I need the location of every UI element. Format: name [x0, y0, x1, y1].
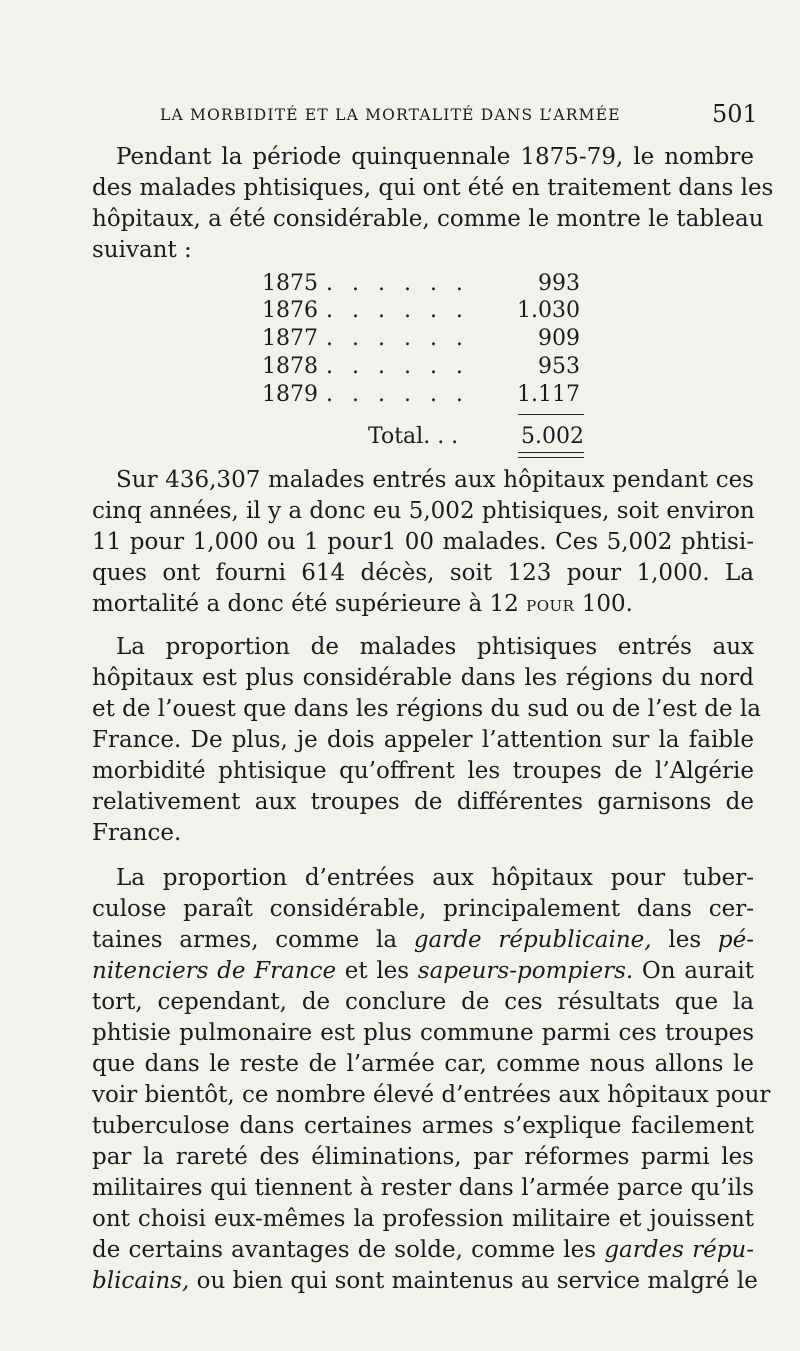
table-value: 993 [538, 271, 580, 296]
table-total-value: 5.002 [521, 424, 584, 449]
text-line: France. [92, 820, 182, 846]
table-year: 1875 [262, 271, 318, 296]
text-line: cinq années, il y a donc eu 5,002 phtisiques, soit environ [92, 498, 755, 524]
italic-fragment: pé- [717, 927, 755, 953]
text-line: hôpitaux est plus considérable dans les régions du nord [92, 665, 754, 691]
text-line: des malades phtisiques, qui ont été en traitement dans les [92, 175, 774, 201]
italic-fragment: garde républicaine, [413, 927, 652, 953]
text-line: relativement aux troupes de différentes garnisons de [92, 789, 754, 815]
text-line: Sur 436,307 malades entrés aux hôpitaux pendant ces [116, 467, 754, 493]
table-row [262, 270, 592, 298]
text-fragment: et les [344, 958, 410, 984]
text-fragment: les [668, 927, 702, 953]
table-sum-rule [518, 414, 584, 415]
text-line: par la rareté des éliminations, par réformes parmi les [92, 1144, 754, 1170]
text-fragment: taines armes, comme la [92, 927, 398, 953]
text-line: morbidité phtisique qu’offrent les troupes de l’Algérie [92, 758, 754, 784]
text-line [92, 924, 754, 956]
page-number: 501 [712, 100, 758, 128]
text-fragment: 100. [581, 591, 633, 617]
text-line [92, 955, 754, 987]
italic-fragment: gardes répu- [604, 1237, 755, 1263]
text-fragment: ou bien qui sont maintenus au service malgré le [196, 1268, 758, 1294]
table-value: 1.117 [517, 382, 580, 407]
text-fragment: de certains avantages de solde, comme les [92, 1237, 597, 1263]
table-double-rule [518, 452, 584, 458]
small-caps-fragment: POUR [526, 597, 575, 615]
table-leader-dots: . . . . . . [326, 326, 469, 351]
table-total-label: Total. . . [368, 424, 459, 449]
text-line [92, 1265, 758, 1297]
page-header [0, 100, 800, 133]
text-line: La proportion d’entrées aux hôpitaux pour tuber- [116, 865, 754, 891]
text-line: et de l’ouest que dans les régions du sud ou de l’est de la [92, 696, 761, 722]
table-leader-dots: . . . . . . [326, 382, 469, 407]
text-line: suivant : [92, 237, 192, 263]
text-line: ques ont fourni 614 décès, soit 123 pour 1,000. La [92, 560, 754, 586]
table-value: 953 [538, 354, 580, 379]
text-fragment: mortalité a donc été supérieure à 12 [92, 591, 519, 617]
table-year: 1879 [262, 382, 318, 407]
text-line: tuberculose dans certaines armes s’explique facilement [92, 1113, 754, 1139]
text-line: militaires qui tiennent à rester dans l’armée parce qu’ils [92, 1175, 754, 1201]
table-row [262, 297, 592, 325]
text-line: tort, cependant, de conclure de ces résultats que la [92, 989, 754, 1015]
table-year: 1877 [262, 326, 318, 351]
text-line: Pendant la période quinquennale 1875-79, le nombre [116, 144, 754, 170]
italic-fragment: nitenciers de France [92, 958, 337, 984]
running-title: LA MORBIDITÉ ET LA MORTALITÉ DANS L’ARMÉE [160, 106, 621, 124]
table-year: 1878 [262, 354, 318, 379]
text-line: ont choisi eux-mêmes la profession militaire et jouissent [92, 1206, 754, 1232]
italic-fragment: sapeurs-pompiers. [417, 958, 634, 984]
text-line: phtisie pulmonaire est plus commune parmi ces troupes [92, 1020, 754, 1046]
text-line: France. De plus, je dois appeler l’attention sur la faible [92, 727, 754, 753]
table-row [262, 353, 592, 381]
table-leader-dots: . . . . . . [326, 271, 469, 296]
table-leader-dots: . . . . . . [326, 298, 469, 323]
italic-fragment: blicains, [92, 1268, 190, 1294]
text-fragment: On aurait [641, 958, 755, 984]
text-line: culose paraît considérable, principalement dans cer- [92, 896, 754, 922]
text-line: voir bientôt, ce nombre élevé d’entrées aux hôpitaux pour [92, 1082, 771, 1108]
table-leader-dots: . . . . . . [326, 354, 469, 379]
table-year: 1876 [262, 298, 318, 323]
text-line: 11 pour 1,000 ou 1 pour1 00 malades. Ces 5,002 phtisi- [92, 529, 754, 555]
table-row [262, 325, 592, 353]
table-row [262, 381, 592, 409]
table-value: 1.030 [517, 298, 580, 323]
text-line [92, 1234, 754, 1266]
text-line [92, 588, 754, 620]
text-line: La proportion de malades phtisiques entrés aux [116, 634, 754, 660]
text-line: hôpitaux, a été considérable, comme le montre le tableau [92, 206, 764, 232]
table-value: 909 [538, 326, 580, 351]
text-line: que dans le reste de l’armée car, comme nous allons le [92, 1051, 754, 1077]
